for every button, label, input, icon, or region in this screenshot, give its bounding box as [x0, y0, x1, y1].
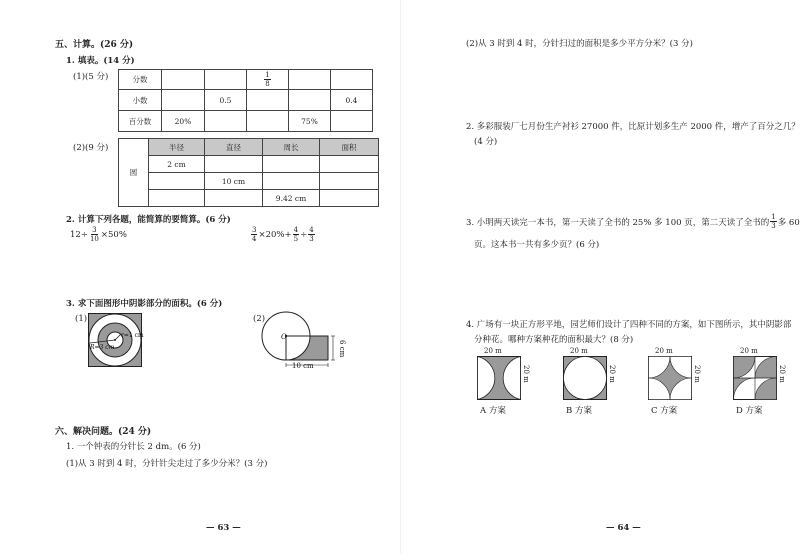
center-label: O — [281, 333, 287, 341]
question-1-part-2-label: (2)(9 分) — [73, 143, 109, 153]
table-cell[interactable] — [320, 173, 379, 190]
table-cell[interactable] — [263, 173, 320, 190]
problem-4-line-1: 4. 广场有一块正方形平地，园艺师们设计了四种不同的方案，如下图所示，其中阴影部 — [466, 320, 792, 330]
fraction-cell: $\frac{1}{8}$ — [247, 70, 289, 90]
table-cell[interactable] — [247, 90, 289, 111]
plan-c-diagram — [648, 356, 692, 400]
section-5-title: 五、计算。(26 分) — [55, 40, 134, 50]
table-cell[interactable] — [205, 70, 247, 90]
question-2-title: 2. 计算下列各题，能简算的要简算。(6 分) — [66, 215, 231, 225]
circle-table — [118, 138, 379, 207]
decimal-cell: 0.5 — [205, 90, 247, 111]
large-radius-label: R=3 cm — [90, 344, 115, 351]
table-cell[interactable] — [162, 70, 205, 90]
plan-a-side-dimension: 20 m — [522, 365, 530, 383]
problem-1-sub-1: (1)从 3 时到 4 时，分针针尖走过了多少分米？(3 分) — [66, 459, 268, 469]
problem-3-line-1: 3. 小明两天读完一本书，第一天读了全书的 25% 多 100 页，第二天读了全书的 $\frac{1}{3}$ 多 60 — [466, 213, 800, 230]
conversion-table — [118, 69, 373, 132]
problem-4-line-2: 分种花。哪种方案种花的面积最大？(8 分) — [474, 335, 634, 345]
table-cell[interactable] — [331, 70, 373, 90]
figure-2-label: (2) — [253, 314, 266, 324]
expression-2: $\frac{3}{4}$ ×20%+ $\frac{4}{5}$ ÷ $\frac{4}{3}$ — [252, 226, 314, 243]
figure-1-ring-diagram — [88, 313, 142, 367]
plan-b-diagram — [563, 356, 607, 400]
question-1-title: 1. 填表。(14 分) — [66, 56, 135, 66]
small-radius-label: r=1 cm — [121, 332, 144, 339]
table-cell[interactable] — [205, 111, 247, 132]
table-cell[interactable] — [247, 111, 289, 132]
plan-d-side-dimension: 20 m — [778, 365, 786, 383]
table-cell[interactable] — [289, 90, 331, 111]
table-cell[interactable] — [205, 156, 263, 173]
header-diameter: 直径 — [205, 139, 263, 156]
plan-b-label: B 方案 — [566, 406, 592, 416]
table-cell[interactable] — [263, 156, 320, 173]
problem-1-title: 1. 一个钟表的分针长 2 dm。(6 分) — [66, 442, 201, 452]
table-cell[interactable] — [331, 111, 373, 132]
problem-1-sub-2: (2)从 3 时到 4 时，分针扫过的面积是多少平方分米？(3 分) — [466, 39, 693, 49]
table-cell[interactable] — [289, 70, 331, 90]
row-header-fraction: 分数 — [119, 70, 162, 90]
given-circumference: 9.42 cm — [263, 190, 320, 207]
plan-c-side-dimension: 20 m — [693, 365, 701, 383]
row-header-decimal: 小数 — [119, 90, 162, 111]
plan-d-top-dimension: 20 m — [740, 347, 758, 355]
problem-3-line-2: 页。这本书一共有多少页？(6 分) — [474, 240, 600, 250]
plan-b-top-dimension: 20 m — [570, 347, 588, 355]
problem-2-line-1: 2. 多彩服装厂七月份生产衬衫 27000 件，比原计划多生产 2000 件，增产了百分之几？ — [466, 122, 800, 132]
table-cell[interactable] — [162, 90, 205, 111]
section-6-title: 六、解决问题。(24 分) — [55, 427, 152, 437]
page-number-left: — 63 — — [206, 523, 241, 533]
figure-1-label: (1) — [75, 314, 88, 324]
plan-c-top-dimension: 20 m — [655, 347, 673, 355]
percent-cell: 20% — [162, 111, 205, 132]
table-cell[interactable] — [149, 190, 205, 207]
expression-1: 12÷ $\frac{3}{10}$ ×50% — [70, 226, 127, 243]
plan-a-top-dimension: 20 m — [484, 347, 502, 355]
given-diameter: 10 cm — [205, 173, 263, 190]
table-cell[interactable] — [205, 190, 263, 207]
figure-2-circle-rectangle-diagram — [262, 310, 352, 380]
plan-c-label: C 方案 — [651, 406, 678, 416]
table-cell[interactable] — [149, 173, 205, 190]
plan-d-label: D 方案 — [736, 406, 763, 416]
header-radius: 半径 — [149, 139, 205, 156]
header-area: 面积 — [320, 139, 379, 156]
circle-row-label: 圆 — [119, 139, 149, 207]
percent-cell: 75% — [289, 111, 331, 132]
plan-a-diagram — [477, 356, 521, 400]
given-radius: 2 cm — [149, 156, 205, 173]
table-cell[interactable] — [320, 156, 379, 173]
header-circumference: 周长 — [263, 139, 320, 156]
plan-d-diagram — [733, 356, 777, 400]
page-divider — [400, 0, 401, 554]
plan-b-side-dimension: 20 m — [608, 365, 616, 383]
question-1-part-1-label: (1)(5 分) — [73, 72, 109, 82]
table-cell[interactable] — [320, 190, 379, 207]
height-label: 6 cm — [338, 340, 346, 358]
decimal-cell: 0.4 — [331, 90, 373, 111]
width-label: 10 cm — [292, 362, 314, 370]
page-number-right: — 64 — — [606, 523, 641, 533]
plan-a-label: A 方案 — [480, 406, 506, 416]
row-header-percent: 百分数 — [119, 111, 162, 132]
question-3-title: 3. 求下面图形中阴影部分的面积。(6 分) — [66, 299, 223, 309]
problem-2-line-2: (4 分) — [474, 137, 498, 147]
